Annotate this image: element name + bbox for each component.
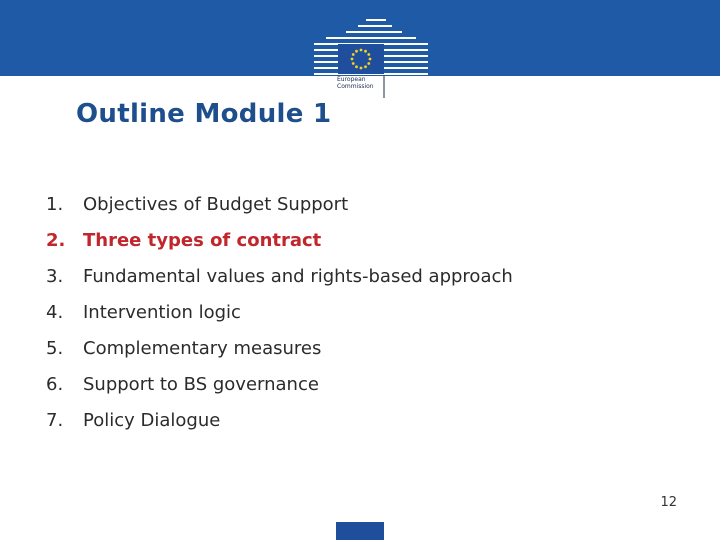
outline-item-text: Support to BS governance [83, 373, 319, 395]
outline-item [46, 294, 513, 330]
slide-title: Outline Module 1 [76, 99, 332, 129]
logo-caption-line-1: European [337, 76, 366, 83]
outline-item [46, 330, 513, 366]
outline-item-number: 6. [46, 373, 64, 395]
outline-item-number: 7. [46, 409, 64, 431]
outline-item-text: Intervention logic [83, 301, 241, 323]
outline-item [46, 366, 513, 402]
page-number: 12 [660, 495, 677, 510]
outline-item-text: Policy Dialogue [83, 409, 221, 431]
outline-item-text: Fundamental values and rights-based approach [83, 265, 513, 287]
outline-item [46, 402, 513, 438]
logo-caption-line-2: Commission [337, 83, 374, 90]
outline-item-number: 1. [46, 193, 64, 215]
outline-item-number: 4. [46, 301, 64, 323]
outline-item-text: Objectives of Budget Support [83, 193, 349, 215]
logo-caption [337, 76, 385, 90]
outline-item-text: Complementary measures [83, 337, 322, 359]
outline-item-number: 2. [46, 229, 66, 251]
eu-flag-footer-bar [336, 522, 384, 540]
outline-item-number: 3. [46, 265, 64, 287]
outline-item [46, 258, 513, 294]
outline-item-number: 5. [46, 337, 64, 359]
outline-item-text: Three types of contract [83, 229, 322, 251]
outline-list [46, 186, 513, 438]
outline-item-active [46, 222, 513, 258]
outline-item [46, 186, 513, 222]
